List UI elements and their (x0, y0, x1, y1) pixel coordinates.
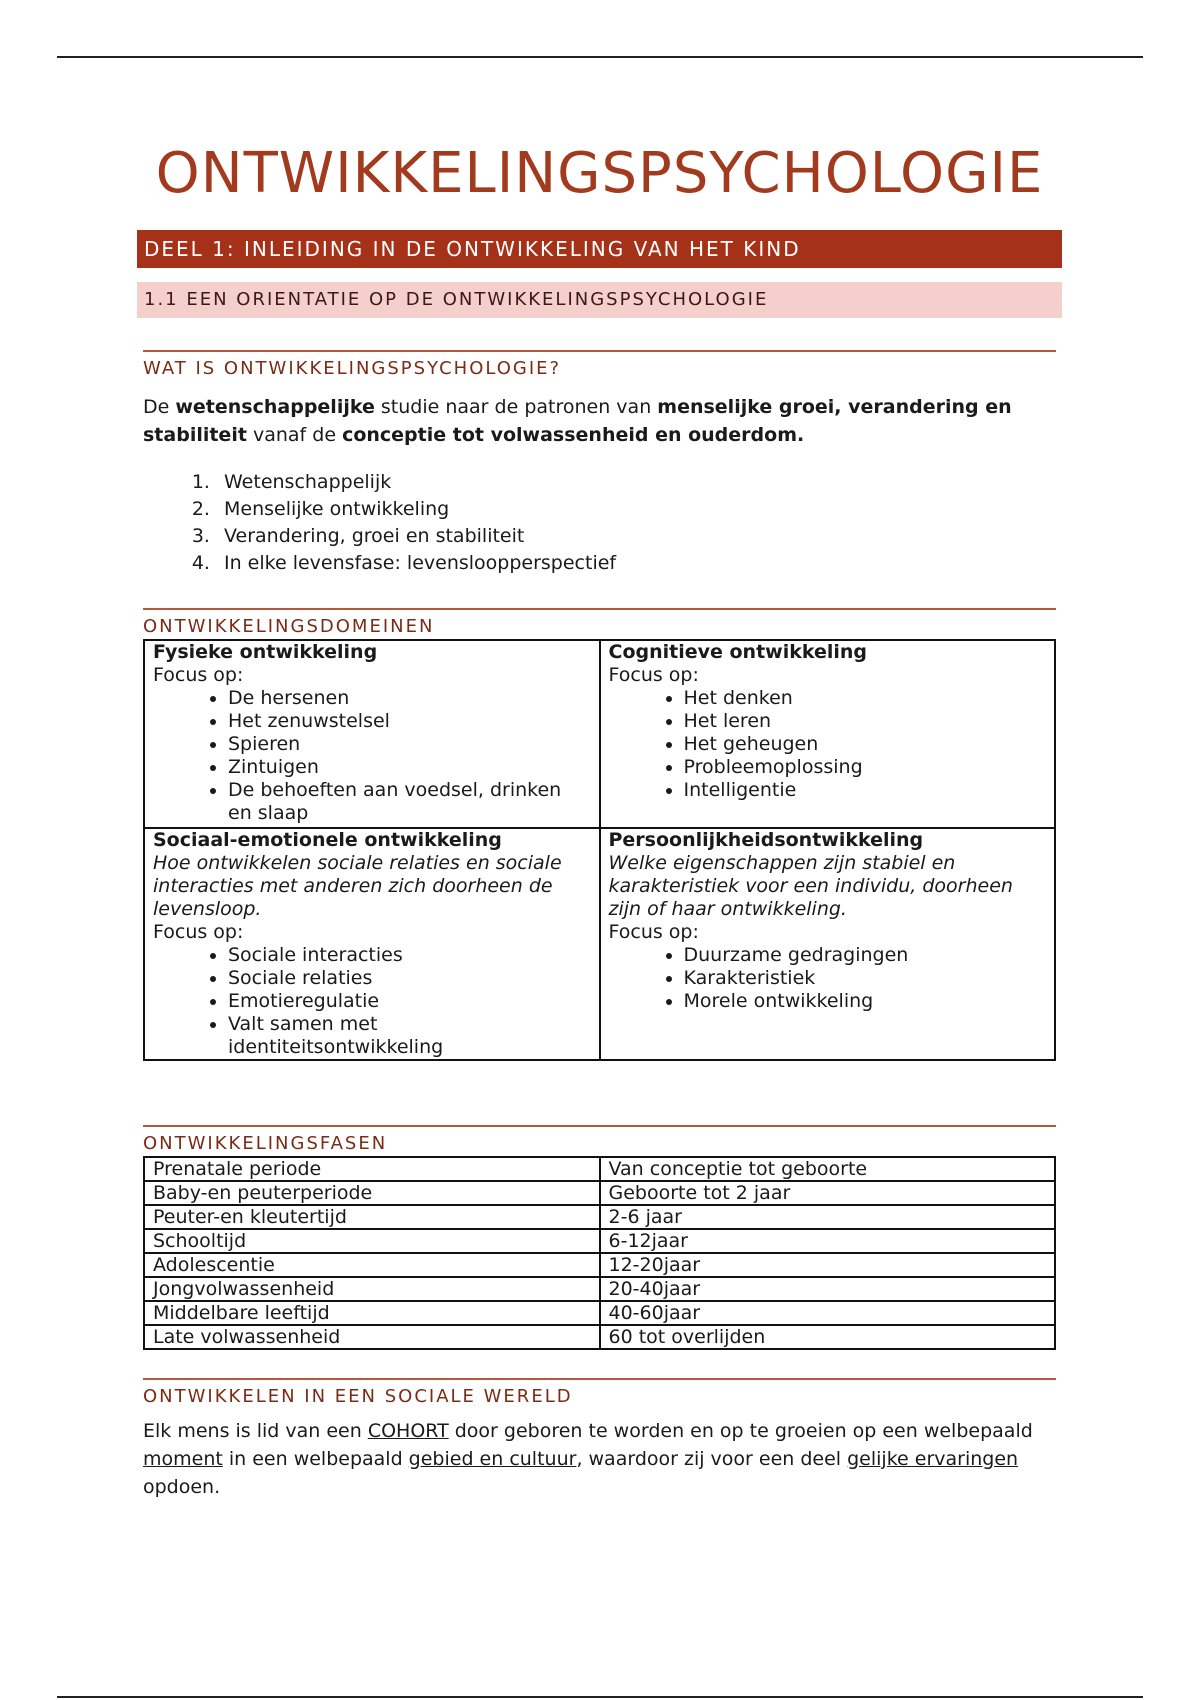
focus-label: Focus op: (153, 921, 244, 943)
phase-name: Schooltijd (144, 1229, 600, 1253)
list-item: • Valt samen met identiteitsontwikkeling (228, 1013, 591, 1059)
document-body (137, 130, 1062, 1501)
list-item: • Intelligentie (684, 779, 1047, 802)
list-item: • Karakteristiek (684, 967, 1047, 990)
chapter-heading: 1.1 EEN ORIENTATIE OP DE ONTWIKKELINGSPSYCHOLOGIE (137, 282, 1062, 318)
phase-age: 20-40jaar (600, 1277, 1056, 1301)
phase-age: 40-60jaar (600, 1301, 1056, 1325)
table-row (144, 1325, 1055, 1349)
section-what-is (143, 350, 1056, 577)
domain-description: Welke eigenschappen zijn stabiel en karakteristiek voor een individu, doorheen zijn of haar ontwikkeling. (608, 852, 1013, 920)
phase-name: Prenatale periode (144, 1157, 600, 1181)
list-item: • Het denken (684, 687, 1047, 710)
bullet-list (609, 687, 1047, 802)
table-row (144, 1205, 1055, 1229)
list-item: • Duurzame gedragingen (684, 944, 1047, 967)
section-phases (143, 1125, 1056, 1350)
definition-paragraph: De wetenschappelijke studie naar de patronen van menselijke groei, verandering en stabiliteit vanaf de conceptie tot volwassenheid en ouderdom. (143, 396, 1012, 446)
phase-name: Baby-en peuterperiode (144, 1181, 600, 1205)
domain-cell-social-emotional (144, 828, 600, 1060)
domains-table (143, 639, 1056, 1061)
section-social-world (143, 1378, 1056, 1501)
bullet-list (609, 944, 1047, 1013)
domain-title: Fysieke ontwikkeling (153, 641, 378, 663)
list-item: • Zintuigen (228, 756, 591, 779)
phase-name: Adolescentie (144, 1253, 600, 1277)
list-item: • De behoeften aan voedsel, drinken en slaap (228, 779, 591, 825)
list-item: • Het geheugen (684, 733, 1047, 756)
list-item: • Het leren (684, 710, 1047, 733)
list-item: • Spieren (228, 733, 591, 756)
list-item: 2. Menselijke ontwikkeling (216, 496, 1056, 523)
phase-age: Geboorte tot 2 jaar (600, 1181, 1056, 1205)
list-item: • Emotieregulatie (228, 990, 591, 1013)
numbered-list (143, 469, 1056, 577)
bullet-list (153, 944, 591, 1059)
phase-name: Peuter-en kleutertijd (144, 1205, 600, 1229)
phase-age: 60 tot overlijden (600, 1325, 1056, 1349)
domain-cell-personality (600, 828, 1056, 1060)
list-item: 4. In elke levensfase: levensloopperspectief (216, 550, 1056, 577)
list-item: • Morele ontwikkeling (684, 990, 1047, 1013)
domain-title: Cognitieve ontwikkeling (608, 641, 868, 663)
list-item: • De hersenen (228, 687, 591, 710)
domain-cell-physical (144, 640, 600, 828)
phase-age: 2-6 jaar (600, 1205, 1056, 1229)
focus-label: Focus op: (608, 921, 699, 943)
phase-name: Middelbare leeftijd (144, 1301, 600, 1325)
document-title: ONTWIKKELINGSPSYCHOLOGIE (155, 141, 1044, 206)
phase-age: 12-20jaar (600, 1253, 1056, 1277)
domain-title: Sociaal-emotionele ontwikkeling (153, 829, 502, 851)
table-row (144, 1181, 1055, 1205)
table-row (144, 1277, 1055, 1301)
list-item: 1. Wetenschappelijk (216, 469, 1056, 496)
section-heading-domains: ONTWIKKELINGSDOMEINEN (143, 608, 1056, 639)
table-row (144, 1301, 1055, 1325)
phases-table (143, 1156, 1056, 1350)
list-item: • Sociale relaties (228, 967, 591, 990)
domain-description: Hoe ontwikkelen sociale relaties en sociale interacties met anderen zich doorheen de levensloop. (153, 852, 562, 920)
bottom-rule (57, 1696, 1143, 1698)
table-row (144, 1157, 1055, 1181)
section-domains (143, 608, 1056, 1061)
phase-age: 6-12jaar (600, 1229, 1056, 1253)
cohort-paragraph: Elk mens is lid van een COHORT door geboren te worden en op te groeien op een welbepaald moment in een welbepaald gebied en cultuur, waardoor zij voor een deel gelijke ervaringen opdoen. (143, 1420, 1033, 1498)
phase-age: Van conceptie tot geboorte (600, 1157, 1056, 1181)
focus-label: Focus op: (153, 664, 244, 686)
list-item: • Probleemoplossing (684, 756, 1047, 779)
bullet-list (153, 687, 591, 825)
list-item: • Sociale interacties (228, 944, 591, 967)
domain-cell-cognitive (600, 640, 1056, 828)
list-item: 3. Verandering, groei en stabiliteit (216, 523, 1056, 550)
domain-title: Persoonlijkheidsontwikkeling (608, 829, 924, 851)
top-rule (57, 56, 1143, 58)
focus-label: Focus op: (608, 664, 699, 686)
section-heading-what-is: WAT IS ONTWIKKELINGSPSYCHOLOGIE? (143, 350, 1056, 381)
phase-name: Jongvolwassenheid (144, 1277, 600, 1301)
phase-name: Late volwassenheid (144, 1325, 600, 1349)
section-heading-social-world: ONTWIKKELEN IN EEN SOCIALE WERELD (143, 1378, 1056, 1409)
table-row (144, 1229, 1055, 1253)
list-item: • Het zenuwstelsel (228, 710, 591, 733)
table-row (144, 1253, 1055, 1277)
section-heading-phases: ONTWIKKELINGSFASEN (143, 1125, 1056, 1156)
part-heading: DEEL 1: INLEIDING IN DE ONTWIKKELING VAN HET KIND (137, 230, 1062, 268)
